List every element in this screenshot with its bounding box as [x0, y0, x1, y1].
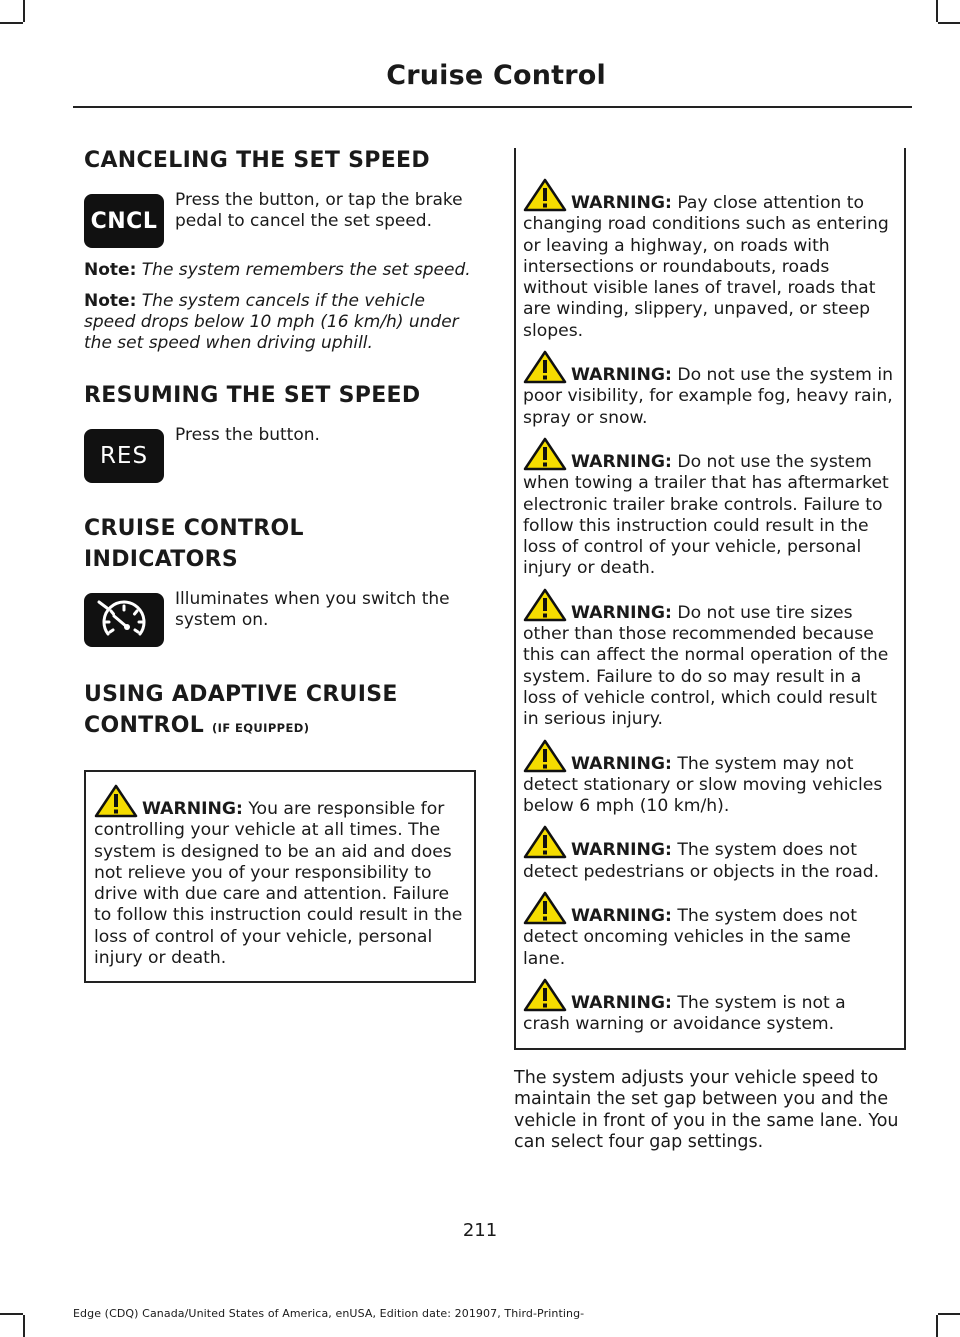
body-paragraph: The system adjusts your vehicle speed to maintain the set gap between you and the vehicle in front of you in the same lane. You can select four gap settings.	[514, 1067, 899, 1152]
heading-line: CONTROL	[84, 713, 205, 738]
warning-triangle-icon	[94, 784, 138, 818]
warning-text: Pay close attention to changing road conditions such as entering or leaving a highway, on roads with intersections or roundabouts, roads without visible lanes of travel, roads that are winding, slippery, unpaved, or steep slopes.	[523, 193, 889, 341]
speedometer-icon-graphic	[94, 596, 154, 644]
warning-triangle-icon	[523, 978, 567, 1012]
right-column	[514, 148, 906, 1171]
heading-suffix: (IF EQUIPPED)	[212, 721, 310, 735]
warning-triangle-icon	[523, 588, 567, 622]
warning-triangle-icon	[523, 437, 567, 471]
warning	[523, 588, 896, 731]
warning-label: WARNING:	[571, 365, 672, 386]
note-label: Note:	[84, 291, 137, 311]
warning-box	[514, 148, 906, 1050]
heading-line: USING ADAPTIVE CRUISE	[84, 682, 398, 707]
warning-text: The system does not detect pedestrians or objects in the road.	[523, 840, 880, 882]
page-title: Cruise Control	[386, 60, 606, 91]
crop-mark	[0, 22, 23, 24]
warning-label: WARNING:	[571, 753, 672, 774]
warning-text: The system does not detect oncoming vehicles in the same lane.	[523, 906, 857, 969]
warning	[523, 978, 896, 1036]
icon-description: Press the button, or tap the brake pedal to cancel the set speed.	[175, 190, 463, 231]
warning	[523, 739, 896, 818]
footer-text: Edge (CDQ) Canada/United States of America, enUSA, Edition date: 201907, Third-Printing-	[73, 1307, 585, 1320]
section-adaptive	[84, 679, 476, 983]
warning	[523, 891, 896, 970]
warning-box	[84, 770, 476, 983]
section-heading: RESUMING THE SET SPEED	[84, 383, 421, 408]
cncl-button-icon	[84, 194, 164, 248]
res-button-icon	[84, 429, 164, 483]
warning-triangle-icon	[523, 178, 567, 212]
warning	[523, 350, 896, 429]
icon-row	[84, 589, 476, 647]
icon-description: Press the button.	[175, 425, 320, 445]
note-label: Note:	[84, 260, 137, 280]
page-number: 211	[462, 1220, 498, 1241]
section-heading	[84, 513, 476, 575]
warning-triangle-icon	[523, 739, 567, 773]
crop-mark	[0, 1313, 23, 1315]
note	[84, 291, 476, 354]
note	[84, 260, 476, 281]
crop-mark	[938, 22, 960, 24]
crop-mark	[23, 0, 25, 22]
warning-text: You are responsible for controlling your vehicle at all times. The system is designed to be an aid and does not relieve you of your responsibility to drive with due care and attention. Failure to follow this instruction could result in the loss of control of your vehicle, personal injury or death.	[94, 799, 463, 969]
warning	[94, 784, 466, 969]
header-divider	[73, 106, 912, 108]
warning-label: WARNING:	[142, 799, 243, 819]
warning-label: WARNING:	[571, 992, 672, 1013]
warning-label: WARNING:	[571, 451, 672, 472]
warning-label: WARNING:	[571, 602, 672, 623]
icon-description: Illuminates when you switch the system on.	[175, 589, 450, 630]
warning-text: Do not use tire sizes other than those recommended because this can affect the normal operation of the system. Failure to do so may result in a loss of vehicle control, which could result in serious injury.	[523, 602, 889, 730]
icon-row	[84, 425, 476, 483]
key-label: RES	[99, 443, 149, 469]
icon-row	[84, 190, 476, 248]
warning-text: Do not use the system when towing a trailer that has aftermarket electronic trailer brake controls. Failure to follow this instruction could result in the loss of control of your vehicle, personal injury or death.	[523, 451, 889, 579]
warning-triangle-icon	[523, 350, 567, 384]
speedometer-icon	[84, 593, 164, 647]
left-column	[84, 145, 476, 983]
warning-triangle-icon	[523, 891, 567, 925]
note-text: The system cancels if the vehicle speed drops below 10 mph (16 km/h) under the set speed when driving uphill.	[84, 291, 459, 353]
warning	[523, 825, 896, 883]
heading-line: CRUISE CONTROL	[84, 516, 304, 541]
warning-triangle-icon	[523, 825, 567, 859]
warning-text: Do not use the system in poor visibility, for example fog, heavy rain, spray or snow.	[523, 365, 893, 428]
warning-label: WARNING:	[571, 193, 672, 213]
section-canceling	[84, 145, 476, 354]
section-heading	[84, 679, 476, 744]
warning-label: WARNING:	[571, 840, 672, 861]
heading-line: INDICATORS	[84, 547, 239, 572]
crop-mark	[936, 1315, 938, 1337]
crop-mark	[23, 1315, 25, 1337]
warning	[523, 437, 896, 580]
key-label: CNCL	[90, 208, 158, 234]
crop-mark	[936, 0, 938, 22]
section-resuming	[84, 380, 476, 483]
warning-text: The system may not detect stationary or slow moving vehicles below 6 mph (10 km/h).	[523, 753, 883, 817]
warning	[523, 178, 896, 342]
warning-label: WARNING:	[571, 906, 672, 927]
box-left-border	[514, 148, 516, 1050]
crop-mark	[938, 1313, 960, 1315]
note-text: The system remembers the set speed.	[141, 260, 471, 280]
section-indicators	[84, 513, 476, 647]
warning-text: The system is not a crash warning or avoidance system.	[523, 992, 846, 1035]
section-heading: CANCELING THE SET SPEED	[84, 148, 430, 173]
